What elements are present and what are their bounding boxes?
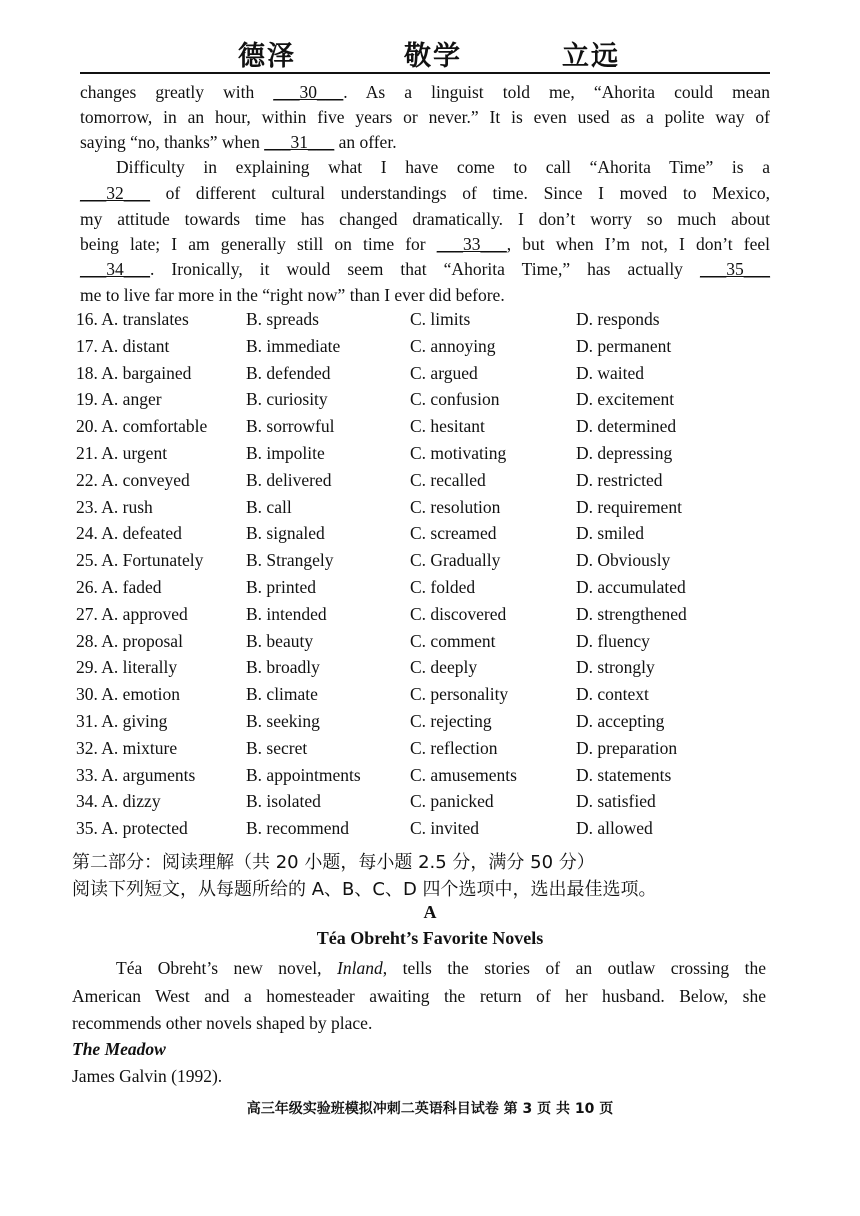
option-row [76, 443, 776, 470]
option-choice: 22. A. conveyed [76, 469, 190, 490]
option-row [76, 336, 776, 363]
passage-line: being late; I am generally still on time for ___33___, but when I’m not, I don’t feel [80, 234, 770, 254]
option-choice: 33. A. arguments [76, 764, 196, 785]
option-choice: C. hesitant [410, 416, 485, 437]
option-row [76, 765, 776, 792]
option-row [76, 711, 776, 738]
option-choice: C. deeply [410, 657, 478, 678]
option-choice: B. recommend [246, 818, 350, 839]
option-choice: B. impolite [246, 442, 325, 463]
passage-line: ___32___ of different cultural understandings of time. Since I moved to Mexico, [80, 183, 770, 203]
option-choice: C. resolution [410, 496, 501, 517]
option-row [76, 523, 776, 550]
option-choice: D. requirement [576, 496, 682, 517]
option-choice: B. isolated [246, 791, 321, 812]
option-choice: 21. A. urgent [76, 442, 168, 463]
options-list [76, 309, 776, 845]
option-choice: 20. A. comfortable [76, 416, 208, 437]
option-row [76, 657, 776, 684]
option-choice: D. accumulated [576, 576, 686, 597]
book-author: James Galvin (1992). [72, 1066, 223, 1086]
option-choice: D. responds [576, 309, 660, 329]
option-choice: B. beauty [246, 630, 314, 651]
option-choice: D. Obviously [576, 550, 671, 571]
option-choice: B. immediate [246, 335, 341, 356]
option-choice: B. delivered [246, 469, 332, 490]
passage-letter: A [423, 902, 437, 922]
option-choice: 26. A. faded [76, 576, 162, 597]
passage-line: saying “no, thanks” when ___31___ an offer. [80, 132, 397, 152]
option-choice: C. amusements [410, 764, 517, 785]
option-choice: D. fluency [576, 630, 650, 651]
option-choice: C. motivating [410, 442, 507, 463]
option-choice: B. spreads [246, 309, 319, 329]
blank-30: ___30___ [273, 82, 344, 102]
option-row [76, 363, 776, 390]
option-choice: B. defended [246, 362, 331, 383]
header-word-1: 德泽 [238, 41, 296, 72]
option-row [76, 470, 776, 497]
option-row [76, 389, 776, 416]
blank-34: ___34___ [80, 259, 150, 279]
option-choice: B. signaled [246, 523, 325, 544]
option-choice: D. context [576, 684, 649, 705]
option-choice: C. panicked [410, 791, 494, 812]
option-choice: 19. A. anger [76, 389, 162, 410]
option-choice: C. personality [410, 684, 509, 705]
option-row [76, 631, 776, 658]
blank-32: ___32___ [80, 183, 150, 203]
section-instruction: 阅读下列短文，从每题所给的 A、B、C、D 四个选项中，选出最佳选项。 [72, 879, 657, 900]
option-choice: D. depressing [576, 442, 673, 463]
option-choice: D. allowed [576, 818, 653, 839]
option-choice: C. limits [410, 309, 471, 329]
option-choice: C. recalled [410, 469, 486, 490]
option-row [76, 684, 776, 711]
reading-line: Téa Obreht’s new novel, Inland, tells the stories of an outlaw crossing the [116, 958, 767, 978]
header-word-3: 立远 [562, 41, 620, 72]
blank-33: ___33___ [436, 234, 507, 254]
option-choice: D. preparation [576, 737, 678, 758]
option-row [76, 550, 776, 577]
option-choice: D. determined [576, 416, 677, 437]
passage-line: ___34___. Ironically, it would seem that “Ahorita Time,” has actually ___35___ [80, 259, 770, 279]
option-row [76, 577, 776, 604]
option-row [76, 416, 776, 443]
passage-line: changes greatly with ___30___. As a linguist told me, “Ahorita could mean [80, 82, 771, 102]
option-choice: D. strongly [576, 657, 655, 678]
page-header [0, 30, 860, 70]
option-choice: C. reflection [410, 737, 498, 758]
option-choice: C. annoying [410, 335, 496, 356]
option-row [76, 738, 776, 765]
option-choice: 30. A. emotion [76, 684, 181, 705]
blank-31: ___31___ [264, 132, 335, 152]
option-choice: 34. A. dizzy [76, 791, 161, 812]
option-choice: B. climate [246, 684, 318, 705]
blank-35: ___35___ [700, 259, 770, 279]
option-choice: 24. A. defeated [76, 523, 182, 544]
option-choice: 23. A. rush [76, 496, 153, 517]
option-row [76, 309, 776, 336]
option-choice: B. call [246, 496, 292, 517]
book-title: The Meadow [72, 1039, 166, 1059]
option-choice: C. argued [410, 362, 478, 383]
header-rule [80, 72, 770, 74]
option-choice: 18. A. bargained [76, 362, 192, 383]
option-choice: D. permanent [576, 335, 672, 356]
reading-line: American West and a homesteader awaiting the return of her husband. Below, she [72, 986, 766, 1006]
option-choice: 32. A. mixture [76, 737, 178, 758]
option-choice: C. discovered [410, 603, 507, 624]
passage-line: tomorrow, in an hour, within five years or never.” It is even used as a polite way of [80, 107, 770, 127]
option-choice: D. smiled [576, 523, 645, 544]
option-row [76, 818, 776, 845]
option-choice: C. invited [410, 818, 480, 839]
option-choice: D. satisfied [576, 791, 656, 812]
option-choice: C. folded [410, 576, 476, 597]
option-choice: 28. A. proposal [76, 630, 183, 651]
option-choice: 25. A. Fortunately [76, 550, 204, 571]
option-choice: D. strengthened [576, 603, 687, 624]
option-row [76, 497, 776, 524]
option-choice: D. waited [576, 362, 645, 383]
option-choice: C. rejecting [410, 710, 492, 731]
option-choice: B. sorrowful [246, 416, 335, 437]
option-choice: B. appointments [246, 764, 361, 785]
option-choice: C. screamed [410, 523, 497, 544]
reading-line: recommends other novels shaped by place. [72, 1013, 373, 1033]
header-word-2: 敬学 [404, 41, 462, 72]
option-choice: 35. A. protected [76, 818, 188, 839]
section-title: 第二部分：阅读理解（共 20 小题，每小题 2.5 分，满分 50 分） [72, 852, 595, 873]
option-choice: B. secret [246, 737, 308, 758]
option-choice: D. accepting [576, 710, 665, 731]
passage-line: Difficulty in explaining what I have come to call “Ahorita Time” is a [116, 157, 770, 177]
option-choice: 27. A. approved [76, 603, 188, 624]
option-choice: 17. A. distant [76, 335, 170, 356]
option-choice: D. excitement [576, 389, 675, 410]
option-choice: C. confusion [410, 389, 500, 410]
option-choice: D. restricted [576, 469, 663, 490]
passage-title: Téa Obreht’s Favorite Novels [316, 928, 544, 948]
option-choice: 29. A. literally [76, 657, 178, 678]
option-choice: C. comment [410, 630, 496, 651]
passage-line: me to live far more in the “right now” than I ever did before. [80, 285, 505, 305]
option-choice: B. printed [246, 576, 316, 597]
option-choice: B. seeking [246, 710, 320, 731]
option-choice: B. Strangely [246, 550, 334, 571]
option-choice: C. Gradually [410, 550, 501, 571]
option-choice: B. intended [246, 603, 327, 624]
option-choice: 31. A. giving [76, 710, 168, 731]
option-choice: B. broadly [246, 657, 320, 678]
page-footer: 高三年级实验班模拟冲刺二英语科目试卷 第 3 页 共 10 页 [246, 1101, 614, 1117]
passage-line: my attitude towards time has changed dramatically. I don’t worry so much about [80, 209, 770, 229]
option-choice: D. statements [576, 764, 672, 785]
novel-title-inland: Inland [337, 958, 383, 978]
option-choice: B. curiosity [246, 389, 328, 410]
option-row [76, 791, 776, 818]
option-choice: 16. A. translates [76, 309, 189, 329]
option-row [76, 604, 776, 631]
